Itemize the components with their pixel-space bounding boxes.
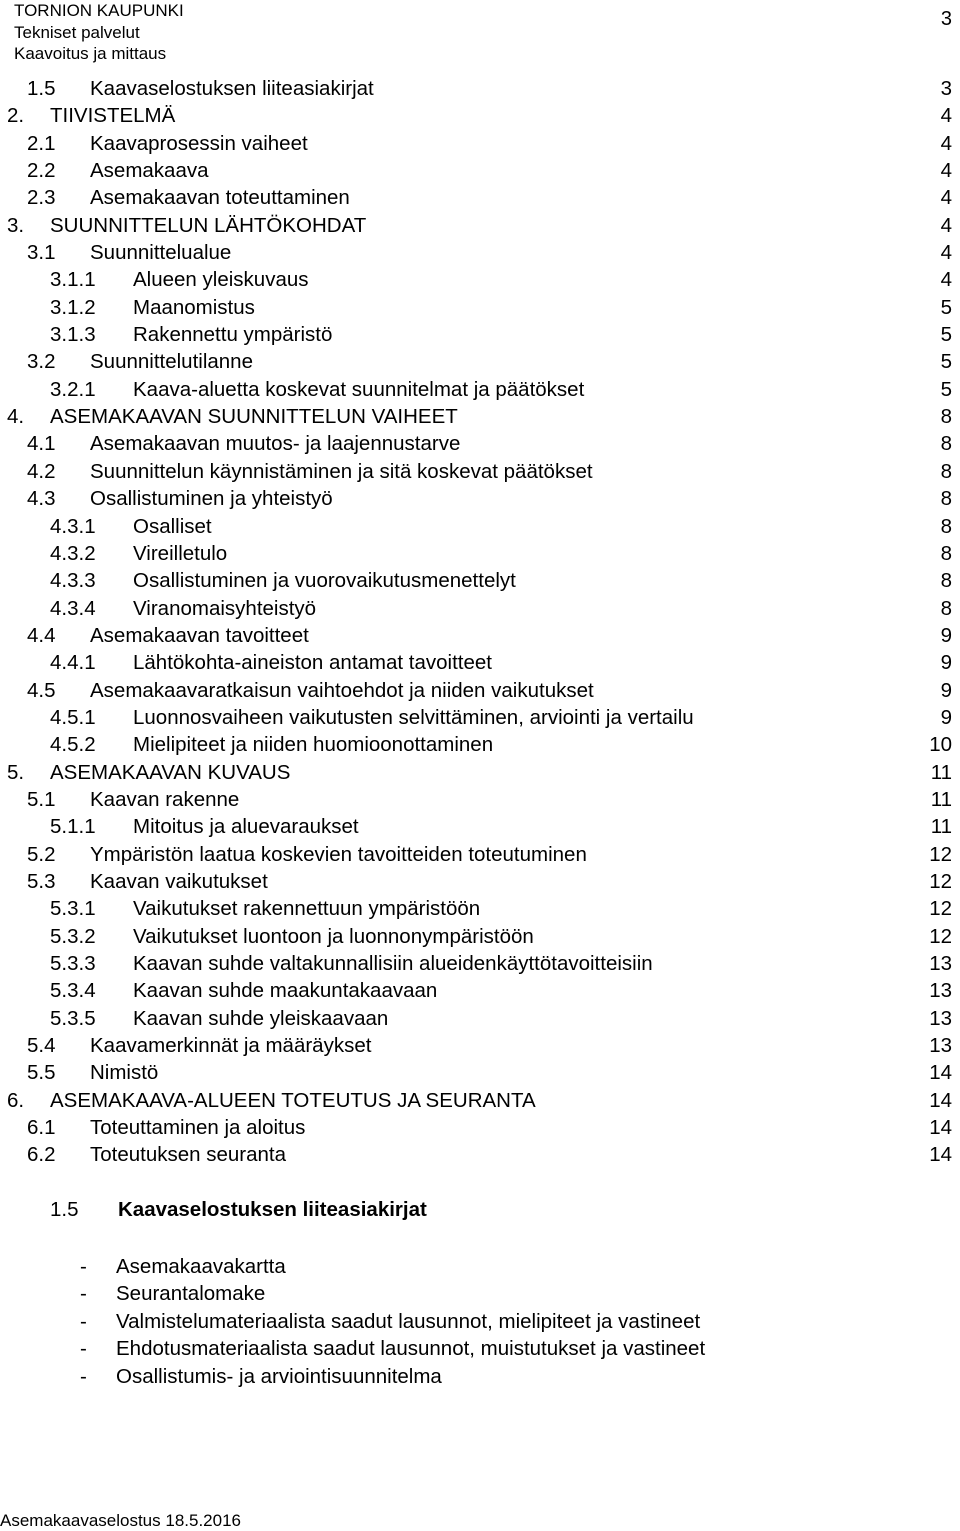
toc-entry[interactable] [0,458,960,485]
toc-entry-number: 5.3.1 [50,897,96,921]
toc-entry[interactable] [0,1087,960,1114]
toc-entry[interactable] [0,184,960,211]
toc-entry-title: Kaavaprosessin vaiheet [90,131,308,155]
toc-entry[interactable] [0,1114,960,1141]
toc-entry-number: 4.4 [27,623,56,647]
toc-entry-page: 8 [940,514,952,538]
bullet-dash: - [80,1309,87,1333]
toc-entry-title: Kaavan vaikutukset [90,869,268,893]
toc-entry-title: Maanomistus [133,295,255,319]
header-unit: Kaavoitus ja mittaus [14,44,167,63]
toc-entry-page: 4 [940,241,952,265]
toc-entry-page: 8 [940,459,952,483]
toc-entry-number: 3.2 [27,350,56,374]
toc-entry[interactable] [0,649,960,676]
toc-entry-number: 2. [7,104,25,128]
toc-entry-number: 5.3.4 [50,979,96,1003]
toc-entry-number: 5.2 [27,842,56,866]
toc-entry-title: Osalliset [133,514,212,538]
toc-entry-title: Toteuttaminen ja aloitus [90,1116,306,1140]
toc-entry-number: 4.4.1 [50,651,96,675]
toc-entry[interactable] [0,677,960,704]
toc-entry-page: 13 [929,1034,952,1058]
toc-entry[interactable] [0,868,960,895]
toc-entry-number: 5.1.1 [50,815,96,839]
toc-entry-title: Asemakaava [90,159,209,183]
toc-entry-page: 8 [940,596,952,620]
toc-entry[interactable] [0,294,960,321]
toc-entry-page: 13 [929,952,952,975]
toc-entry-title: Asemakaavan muutos- ja laajennustarve [90,432,461,456]
toc-entry[interactable] [0,977,960,1004]
toc-entry-number: 5.3.2 [50,924,96,948]
toc-entry-page: 14 [929,1088,952,1112]
toc-entry-title: Osallistuminen ja yhteistyö [90,487,333,511]
toc-entry-title: Vaikutukset rakennettuun ympäristöön [133,897,481,921]
attachment-label: Ehdotusmateriaalista saadut lausunnot, muistutukset ja vastineet [116,1337,706,1361]
toc-entry-number: 6.1 [27,1116,56,1140]
toc-entry-page: 4 [940,131,952,155]
toc-entry-number: 2.1 [27,131,56,155]
toc-entry-page: 8 [940,569,952,593]
attachment-item [0,1335,960,1362]
toc-entry-page: 14 [929,1061,952,1085]
toc-entry-title: ASEMAKAAVAN SUUNNITTELUN VAIHEET [50,405,458,429]
toc-entry-title: Asemakaavaratkaisun vaihtoehdot ja niiden vaikutukset [90,678,594,702]
toc-entry-title: Rakennettu ympäristö [133,323,333,347]
toc-entry-page: 8 [940,405,952,429]
attachment-list [0,1253,960,1390]
toc-entry-title: SUUNNITTELUN LÄHTÖKOHDAT [50,213,367,237]
section-number: 1.5 [50,1198,79,1221]
toc-entry-number: 5.4 [27,1034,56,1058]
toc-entry-number: 1.5 [27,77,56,100]
toc-entry-page: 5 [940,350,952,374]
table-of-contents [0,75,960,1169]
toc-entry[interactable] [0,923,960,950]
toc-entry[interactable] [0,622,960,649]
toc-entry-title: Suunnittelutilanne [90,350,253,374]
toc-entry-page: 4 [940,213,952,237]
toc-entry-title: Kaava-aluetta koskevat suunnitelmat ja päätökset [133,377,585,401]
toc-entry-title: Kaavan rakenne [90,787,240,811]
toc-entry-page: 14 [929,1143,952,1167]
toc-entry[interactable] [0,348,960,375]
toc-entry-title: Lähtökohta-aineiston antamat tavoitteet [133,651,492,675]
toc-entry[interactable] [0,239,960,266]
header-department: Tekniset palvelut [14,22,140,42]
toc-entry-title: Toteutuksen seuranta [90,1143,287,1167]
toc-entry-number: 4. [7,405,25,429]
attachment-label: Asemakaavakartta [116,1255,286,1278]
toc-entry-title: Vaikutukset luontoon ja luonnonympäristöön [133,924,534,948]
toc-entry[interactable] [0,430,960,457]
toc-entry[interactable] [0,75,960,102]
toc-entry-page: 11 [930,815,952,839]
toc-entry-title: Kaavan suhde yleiskaavaan [133,1006,389,1030]
toc-entry-number: 4.5.1 [50,705,96,729]
toc-entry[interactable] [0,841,960,868]
toc-entry-title: TIIVISTELMÄ [50,104,176,128]
toc-entry-number: 3.1.1 [50,268,96,292]
toc-entry-page: 12 [929,924,952,948]
attachment-label: Osallistumis- ja arviointisuunnitelma [116,1364,442,1388]
toc-entry[interactable] [0,1059,960,1086]
toc-entry-number: 3.1.3 [50,323,96,347]
toc-entry-title: Kaavan suhde maakuntakaavaan [133,979,438,1003]
toc-entry-page: 9 [940,651,952,675]
toc-entry-title: Mielipiteet ja niiden huomioonottaminen [133,733,494,757]
toc-entry-page: 4 [940,159,952,183]
toc-entry-page: 5 [940,377,952,401]
attachment-item [0,1363,960,1390]
toc-entry-number: 5.3.5 [50,1006,96,1030]
toc-entry-page: 8 [940,487,952,511]
toc-entry-title: Mitoitus ja aluevaraukset [133,815,359,839]
toc-entry-page: 5 [940,295,952,319]
attachment-item [0,1308,960,1335]
toc-entry-number: 5.5 [27,1061,56,1085]
toc-entry-number: 4.3 [27,487,56,511]
toc-entry-page: 5 [940,323,952,347]
toc-entry-number: 4.5 [27,678,56,702]
toc-entry-number: 5.3 [27,869,56,893]
toc-entry-title: Suunnittelun käynnistäminen ja sitä koskevat päätökset [90,459,593,483]
toc-entry-title: Asemakaavan tavoitteet [90,623,309,647]
toc-entry[interactable] [0,731,960,758]
attachment-item [0,1280,960,1307]
toc-entry-number: 4.2 [27,459,56,483]
toc-entry[interactable] [0,1032,960,1059]
section-title: Kaavaselostuksen liiteasiakirjat [118,1198,427,1221]
toc-entry[interactable] [0,321,960,348]
toc-entry-page: 11 [930,760,952,784]
attachment-label: Seurantalomake [116,1282,266,1306]
toc-entry[interactable] [0,950,960,977]
toc-entry-page: 8 [940,432,952,456]
toc-entry-number: 4.5.2 [50,733,96,757]
bullet-dash: - [80,1364,87,1388]
toc-entry-page: 12 [929,842,952,866]
toc-entry-number: 4.3.2 [50,541,96,565]
attachments-section [0,1198,960,1388]
toc-entry[interactable] [0,895,960,922]
page-number: 3 [940,8,952,30]
attachment-label: Valmistelumateriaalista saadut lausunnot, mielipiteet ja vastineet [116,1309,701,1333]
toc-entry-page: 11 [930,787,952,811]
toc-entry-number: 6.2 [27,1143,56,1167]
toc-entry-title: Osallistuminen ja vuorovaikutusmenettelyt [133,569,516,593]
bullet-dash: - [80,1282,87,1306]
bullet-dash: - [80,1255,87,1278]
toc-entry-number: 4.1 [27,432,56,456]
toc-entry[interactable] [0,485,960,512]
toc-entry-title: Vireilletulo [133,541,228,565]
toc-entry[interactable] [0,704,960,731]
toc-entry-page: 12 [929,897,952,921]
toc-entry-page: 4 [940,186,952,210]
toc-entry[interactable] [0,130,960,157]
toc-entry[interactable] [0,157,960,184]
toc-entry[interactable] [0,212,960,239]
toc-entry-page: 10 [929,733,952,757]
section-heading [0,1198,960,1228]
toc-entry-number: 3.1.2 [50,295,96,319]
toc-entry-page: 13 [929,1006,952,1030]
toc-entry-page: 8 [940,541,952,565]
toc-entry-page: 14 [929,1116,952,1140]
toc-entry-number: 4.3.3 [50,569,96,593]
toc-entry-page: 12 [929,869,952,893]
toc-entry-page: 9 [940,678,952,702]
toc-entry-title: Asemakaavan toteuttaminen [90,186,350,210]
toc-entry-number: 3.1 [27,241,56,265]
toc-entry-title: Ympäristön laatua koskevien tavoitteiden toteutuminen [90,842,587,866]
toc-entry-number: 2.3 [27,186,56,210]
toc-entry[interactable] [0,540,960,567]
toc-entry[interactable] [0,567,960,594]
toc-entry[interactable] [0,813,960,840]
toc-entry[interactable] [0,595,960,622]
toc-entry-title: Viranomaisyhteistyö [133,596,317,620]
toc-entry[interactable] [0,266,960,293]
toc-entry-title: Alueen yleiskuvaus [133,268,309,292]
toc-entry-page: 3 [940,77,952,100]
toc-entry-number: 5.3.3 [50,952,96,975]
toc-entry-number: 2.2 [27,159,56,183]
toc-entry-page: 9 [940,623,952,647]
toc-entry-number: 5. [7,760,25,784]
header-municipality: TORNION KAUPUNKI [14,1,184,20]
toc-entry-title: Kaavan suhde valtakunnallisiin alueidenkäyttötavoitteisiin [133,952,653,975]
toc-entry-number: 5.1 [27,787,56,811]
toc-entry-number: 3. [7,213,25,237]
toc-entry-number: 4.3.4 [50,596,96,620]
document-footer: Asemakaavaselostus 18.5.2016 [0,1511,241,1530]
toc-entry-title: ASEMAKAAVA-ALUEEN TOTEUTUS JA SEURANTA [50,1088,536,1112]
bullet-dash: - [80,1337,87,1361]
toc-entry-title: ASEMAKAAVAN KUVAUS [50,760,291,784]
toc-entry-page: 4 [940,268,952,292]
toc-entry[interactable] [0,1141,960,1168]
toc-entry-page: 4 [940,104,952,128]
toc-entry[interactable] [0,102,960,129]
toc-entry[interactable] [0,403,960,430]
toc-entry[interactable] [0,513,960,540]
toc-entry-title: Kaavamerkinnät ja määräykset [90,1034,372,1058]
document-header [14,0,184,65]
toc-entry[interactable] [0,786,960,813]
toc-entry[interactable] [0,759,960,786]
toc-entry-title: Luonnosvaiheen vaikutusten selvittäminen, arviointi ja vertailu [133,705,694,729]
toc-entry-number: 4.3.1 [50,514,96,538]
toc-entry[interactable] [0,376,960,403]
toc-entry[interactable] [0,1005,960,1032]
toc-entry-number: 6. [7,1088,25,1112]
toc-entry-title: Suunnittelualue [90,241,232,265]
toc-entry-number: 3.2.1 [50,377,96,401]
attachment-item [0,1253,960,1280]
toc-entry-page: 13 [929,979,952,1003]
toc-entry-title: Kaavaselostuksen liiteasiakirjat [90,77,374,100]
toc-entry-title: Nimistö [90,1061,159,1085]
toc-entry-page: 9 [940,705,952,729]
